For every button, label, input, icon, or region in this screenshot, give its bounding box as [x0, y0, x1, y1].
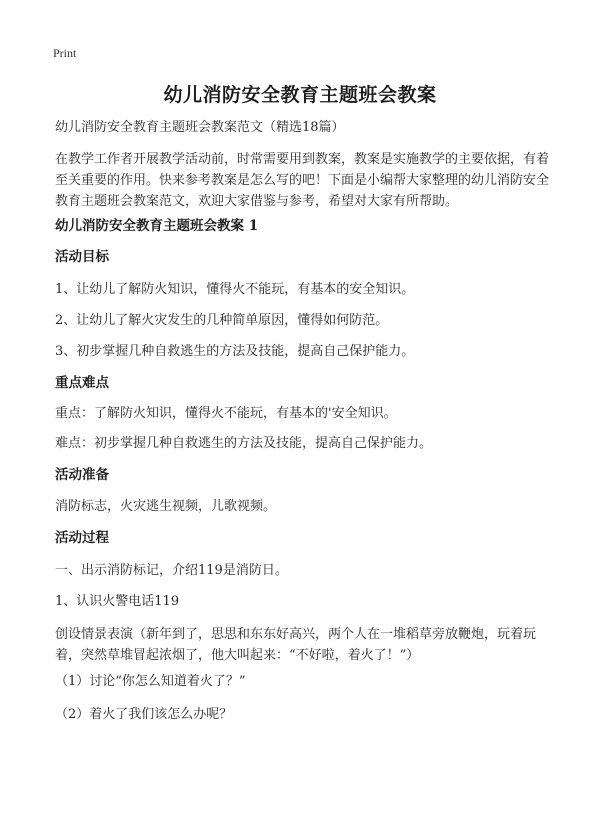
- preparation-heading: 活动准备: [55, 467, 109, 483]
- discussion-question: （2）着火了我们该怎么办呢？: [55, 707, 233, 722]
- section-title: 幼儿消防安全教育主题班会教案 1: [55, 218, 259, 234]
- intro-paragraph: 在教学工作者开展教学活动前，时常需要用到教案，教案是实施教学的主要依据，有着至关重要的作用。快来参考教案是怎么写的吧！下面是小编帮大家整理的幼儿消防安全教育主题班会教案范文，欢迎大家借鉴与参考，希望对大家有所帮助。: [55, 152, 550, 209]
- difficult-point: 难点：初步掌握几种自救逃生的方法及技能，提高自己保护能力。: [55, 436, 433, 451]
- process-substep: 1、认识火警电话119: [55, 594, 180, 609]
- goal-item: 1、让幼儿了解防火知识，懂得火不能玩，有基本的安全知识。: [55, 282, 415, 297]
- discussion-question: （1）讨论“你怎么知道着火了？”: [55, 674, 246, 689]
- goal-item: 2、让幼儿了解火灾发生的几种简单原因，懂得如何防范。: [55, 313, 389, 328]
- preparation-text: 消防标志，火灾逃生视频，儿歌视频。: [55, 499, 277, 514]
- key-points-heading: 重点难点: [55, 375, 109, 391]
- goals-heading: 活动目标: [55, 249, 109, 265]
- goal-item: 3、初步掌握几种自救逃生的方法及技能，提高自己保护能力。: [55, 344, 415, 359]
- key-point: 重点：了解防火知识，懂得火不能玩，有基本的'安全知识。: [55, 406, 397, 421]
- process-heading: 活动过程: [55, 530, 109, 546]
- document-title: 幼儿消防安全教育主题班会教案: [163, 84, 437, 106]
- document-subtitle: 幼儿消防安全教育主题班会教案范文（精选18篇）: [55, 120, 345, 135]
- process-step: 一、出示消防标记，介绍119是消防日。: [55, 563, 288, 578]
- scenario-paragraph: 创设情景表演（新年到了，思思和东东好高兴，两个人在一堆稻草旁放鞭炮，玩着玩着，突然草堆冒起浓烟了，他大叫起来：“不好啦，着火了！”）: [55, 627, 537, 663]
- print-link[interactable]: Print: [53, 46, 77, 60]
